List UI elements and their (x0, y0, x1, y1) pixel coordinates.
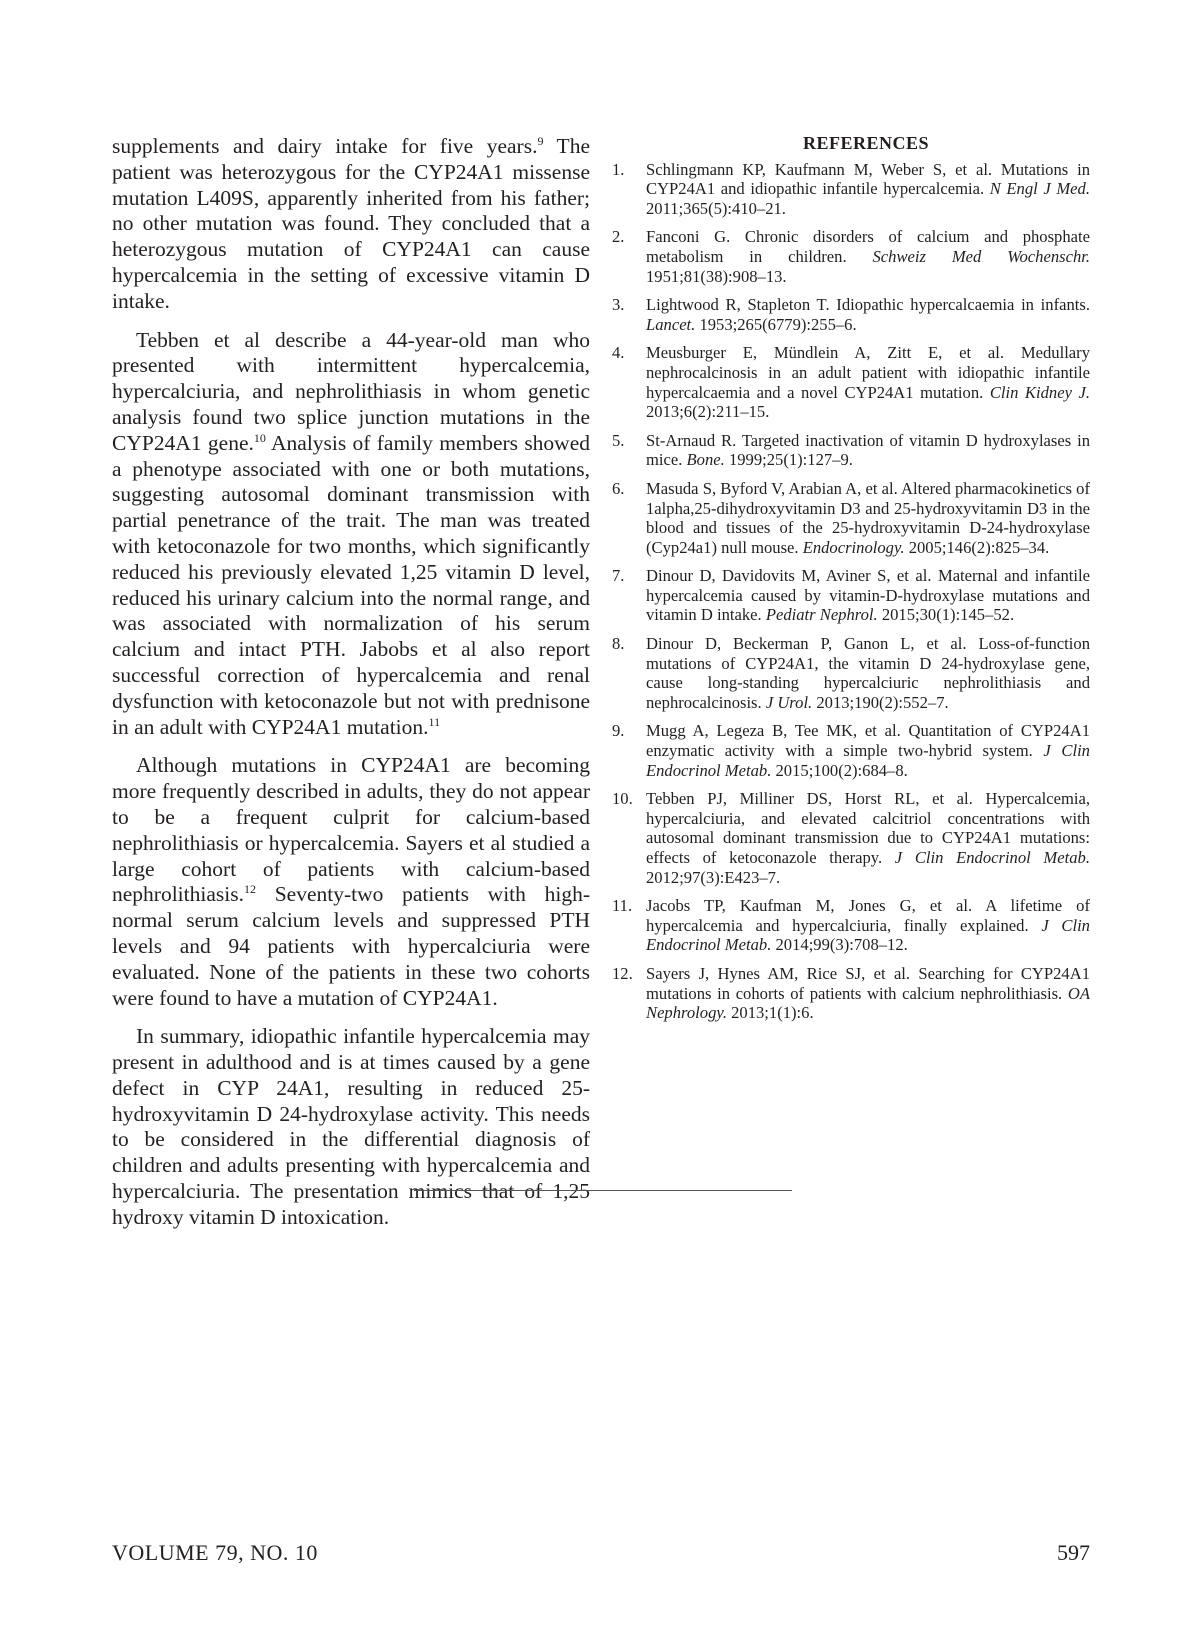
reference-number: 7. (612, 566, 625, 586)
reference-item (612, 789, 1090, 887)
reference-number: 1. (612, 159, 625, 179)
reference-item (612, 896, 1090, 955)
reference-item (612, 227, 1090, 286)
footer-volume: VOLUME 79, NO. 10 (112, 1540, 318, 1565)
reference-text: Tebben PJ, Milliner DS, Horst RL, et al. Hypercalcemia, hypercalciuria, and elevated calcitriol concentrations with autosomal dominant transmission due to CYP24A1 mutations: effects of ketoconazole therapy. J Clin Endocrinol Metab. 2012;97(3):E423–7. (646, 789, 1090, 887)
reference-text: Meusburger E, Mündlein A, Zitt E, et al. Medullary nephrocalcinosis in an adult patient with idiopathic infantile hypercalcaemia and a novel CYP24A1 mutation. Clin Kidney J. 2013;6(2):211–15. (646, 343, 1090, 422)
body-paragraph: Although mutations in CYP24A1 are becoming more frequently described in adults, they do not appear to be a frequent culprit for calcium-based nephrolithiasis or hypercalcemia. Sayers et al studied a large cohort of patients with calcium-based nephrolithiasis.$^{12}$ Seventy-two patients with high-normal serum calcium levels and suppressed PTH levels and 94 patients with hypercalciuria were evaluated. None of the patients in these two cohorts were found to have a mutation of CYP24A1. (112, 753, 590, 1010)
body-text-column (112, 134, 590, 1244)
reference-text: Schlingmann KP, Kaufmann M, Weber S, et al. Mutations in CYP24A1 and idiopathic infantile hypercalcemia. N Engl J Med. 2011;365(5):410–21. (646, 159, 1090, 218)
reference-number: 4. (612, 343, 625, 363)
reference-item (612, 431, 1090, 470)
reference-text: Dinour D, Davidovits M, Aviner S, et al. Maternal and infantile hypercalcemia caused by vitamin-D-hydroxylase mutations and vitamin D intake. Pediatr Nephrol. 2015;30(1):145–52. (646, 566, 1090, 625)
reference-text: Lightwood R, Stapleton T. Idiopathic hypercalcaemia in infants. Lancet. 1953;265(6779):255–6. (646, 295, 1090, 334)
reference-number: 8. (612, 634, 625, 654)
reference-item (612, 721, 1090, 780)
reference-number: 9. (612, 721, 625, 741)
reference-item (612, 343, 1090, 421)
citation-superscript: 12 (243, 882, 256, 897)
references-list (612, 160, 1090, 1023)
citation-superscript: 9 (537, 133, 544, 148)
reference-text: Mugg A, Legeza B, Tee MK, et al. Quantitation of CYP24A1 enzymatic activity with a simple two-hybrid system. J Clin Endocrinol Metab. 2015;100(2):684–8. (646, 721, 1090, 780)
reference-text: Dinour D, Beckerman P, Ganon L, et al. Loss-of-function mutations of CYP24A1, the vitamin D 24-hydroxylase gene, cause long-standing hypercalciuric nephrolithiasis and nephrocalcinosis. J Urol. 2013;190(2):552–7. (646, 634, 1090, 712)
reference-number: 3. (612, 295, 625, 315)
reference-number: 10. (612, 789, 633, 809)
reference-item (612, 160, 1090, 219)
reference-item (612, 964, 1090, 1023)
citation-superscript: 11 (428, 714, 441, 729)
reference-item (612, 634, 1090, 712)
reference-item (612, 479, 1090, 557)
reference-number: 6. (612, 478, 625, 498)
references-heading: REFERENCES (802, 133, 930, 153)
footer-page-number: 597 (1057, 1540, 1090, 1565)
reference-text: St-Arnaud R. Targeted inactivation of vitamin D hydroxylases in mice. Bone. 1999;25(1):127–9. (646, 430, 1090, 470)
citation-superscript: 10 (253, 430, 266, 445)
reference-text: Fanconi G. Chronic disorders of calcium and phosphate metabolism in children. Schweiz Med Wochenschr. 1951;81(38):908–13. (646, 227, 1091, 286)
end-of-article-rule (414, 1190, 792, 1191)
body-paragraph: supplements and dairy intake for five years.$^9$ The patient was heterozygous for the CYP24A1 missense mutation L409S, apparently inherited from his father; no other mutation was found. They concluded that a heterozygous mutation of CYP24A1 can cause hypercalcemia in the setting of excessive vitamin D intake. (112, 133, 590, 313)
reference-number: 2. (612, 227, 625, 247)
reference-number: 12. (612, 963, 633, 983)
reference-text: Jacobs TP, Kaufman M, Jones G, et al. A lifetime of hypercalcemia and hypercalciuria, finally explained. J Clin Endocrinol Metab. 2014;99(3):708–12. (646, 896, 1090, 955)
reference-item (612, 295, 1090, 334)
body-paragraph: In summary, idiopathic infantile hypercalcemia may present in adulthood and is at times caused by a gene defect in CYP 24A1, resulting in reduced 25-hydroxyvitamin D 24-hydroxylase activity. This needs to be considered in the differential diagnosis of children and adults presenting with hypercalcemia and hypercalciuria. The presentation mimics that of 1,25 hydroxy vitamin D intoxication. (112, 1024, 590, 1229)
reference-number: 11. (612, 896, 633, 916)
reference-text: Sayers J, Hynes AM, Rice SJ, et al. Searching for CYP24A1 mutations in cohorts of patients with calcium nephrolithiasis. OA Nephrology. 2013;1(1):6. (646, 963, 1090, 1023)
references-column (612, 134, 1090, 1032)
reference-number: 5. (612, 430, 625, 450)
reference-item (612, 566, 1090, 625)
reference-text: Masuda S, Byford V, Arabian A, et al. Altered pharmacokinetics of 1alpha,25-dihydroxyvitamin D3 and 25-hydroxyvitamin D3 in the blood and tissues of the 25-hydroxyvitamin D-24-hydroxylase (Cyp24a1) null mouse. Endocrinology. 2005;146(2):825–34. (646, 478, 1090, 557)
body-paragraph: Tebben et al describe a 44-year-old man who presented with intermittent hypercalcemia, hypercalciuria, and nephrolithiasis in whom genetic analysis found two splice junction mutations in the CYP24A1 gene.$^{10}$ Analysis of family members showed a phenotype associated with one or both mutations, suggesting autosomal dominant transmission with partial penetrance of the trait. The man was treated with ketoconazole for two months, which significantly reduced his previously elevated 1,25 vitamin D level, reduced his urinary calcium into the normal range, and was associated with normalization of his serum calcium and intact PTH. Jabobs et al also report successful correction of hypercalcemia and renal dysfunction with ketoconazole but not with prednisone in an adult with CYP24A1 mutation.$^{11}$ (112, 327, 591, 739)
